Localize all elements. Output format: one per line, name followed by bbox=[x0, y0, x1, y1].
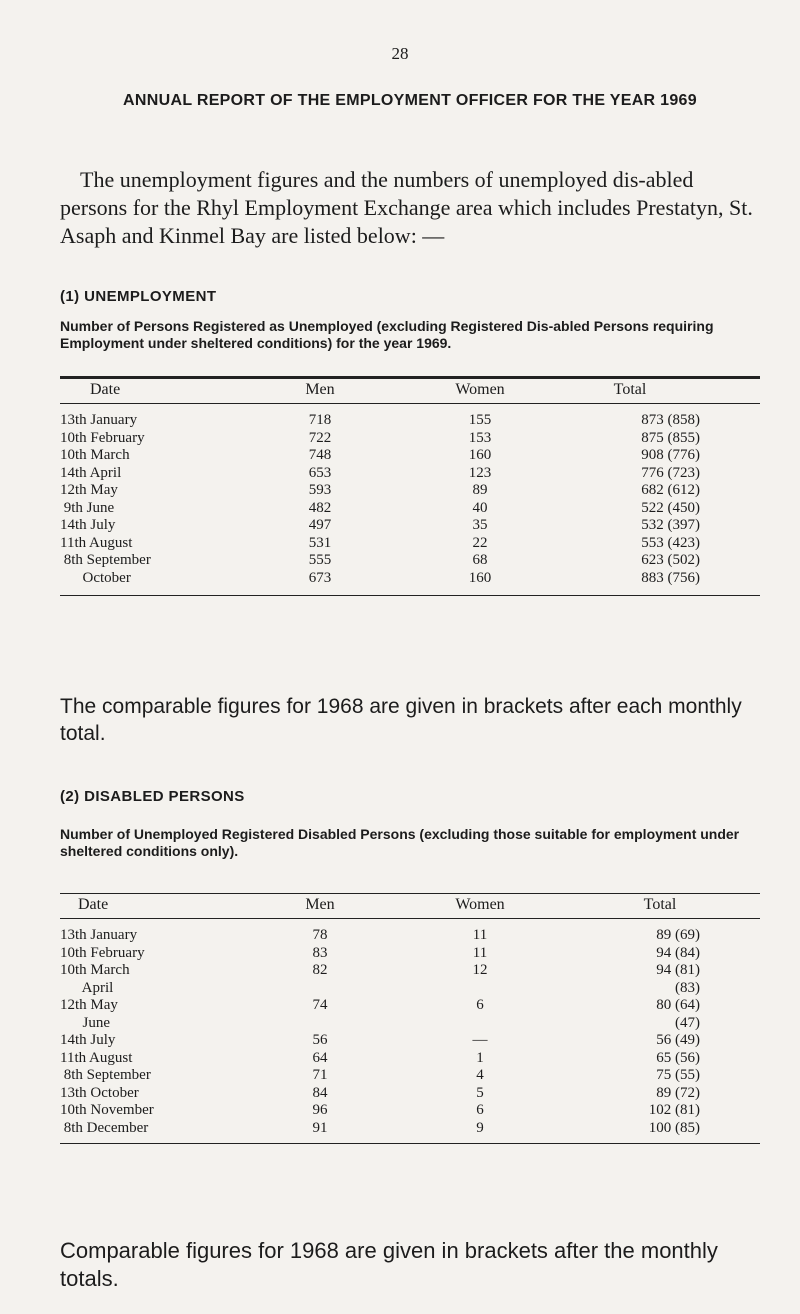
table-row bbox=[60, 1120, 760, 1138]
table-row bbox=[60, 1032, 760, 1050]
cell-women: 12 bbox=[472, 962, 488, 978]
table-row bbox=[60, 1102, 760, 1120]
cell-men: 593 bbox=[308, 482, 332, 498]
unemployment-table-body bbox=[60, 412, 760, 587]
header-date: Date bbox=[78, 896, 109, 913]
cell-women: 11 bbox=[472, 944, 488, 961]
cell-women: 6 bbox=[476, 997, 484, 1013]
cell-total: 873 (858) bbox=[641, 412, 700, 428]
cell-men: 91 bbox=[312, 1119, 328, 1136]
cell-women: — bbox=[472, 1032, 488, 1048]
cell-women: 155 bbox=[468, 412, 492, 428]
cell-date: 12th May bbox=[60, 482, 118, 498]
table-row bbox=[60, 570, 760, 588]
report-title: ANNUAL REPORT OF THE EMPLOYMENT OFFICER FOR THE YEAR 1969 bbox=[123, 92, 697, 109]
cell-date: 13th January bbox=[60, 412, 138, 428]
disabled-persons-table bbox=[60, 893, 760, 1144]
cell-date: 8th December bbox=[60, 1119, 149, 1136]
cell-total: 623 (502) bbox=[641, 552, 700, 568]
cell-total: 553 (423) bbox=[641, 534, 700, 551]
cell-total: 875 (855) bbox=[641, 429, 700, 446]
cell-men: 71 bbox=[312, 1067, 328, 1083]
cell-men: 531 bbox=[308, 534, 332, 551]
table-row bbox=[60, 1085, 760, 1103]
cell-men: 96 bbox=[312, 1102, 328, 1118]
section1-note: The comparable figures for 1968 are given in brackets after each monthly total. bbox=[60, 695, 742, 745]
cell-men: 653 bbox=[308, 464, 332, 481]
cell-total: 89 (69) bbox=[656, 927, 700, 943]
cell-women: 6 bbox=[476, 1102, 484, 1118]
cell-women: 22 bbox=[472, 534, 488, 551]
table-row bbox=[60, 1050, 760, 1068]
cell-women: 160 bbox=[468, 569, 492, 586]
cell-women: 123 bbox=[468, 464, 492, 481]
section1-description: Number of Persons Registered as Unemployed (excluding Registered Dis-abled Persons requiring Employment under sheltered conditions) for the year 1969. bbox=[60, 318, 714, 351]
cell-women: 5 bbox=[476, 1084, 484, 1101]
cell-total: (47) bbox=[675, 1014, 700, 1031]
intro-paragraph: The unemployment figures and the numbers of unemployed dis-abled persons for the Rhyl Employment Exchange area which includes Prestatyn, St. Asaph and Kinmel Bay are listed below: — bbox=[60, 167, 753, 248]
cell-date: October bbox=[60, 569, 131, 586]
cell-men: 56 bbox=[312, 1032, 328, 1048]
cell-total: 883 (756) bbox=[641, 569, 700, 586]
cell-date: June bbox=[60, 1014, 110, 1031]
cell-date: 8th September bbox=[60, 552, 151, 568]
table-row bbox=[60, 980, 760, 998]
cell-total: 56 (49) bbox=[656, 1032, 700, 1048]
header-date: Date bbox=[90, 381, 121, 398]
table-row bbox=[60, 482, 760, 500]
cell-date: 11th August bbox=[60, 534, 133, 551]
cell-men: 718 bbox=[308, 412, 332, 428]
cell-men: 555 bbox=[308, 552, 332, 568]
cell-men: 673 bbox=[308, 569, 332, 586]
cell-total: 908 (776) bbox=[641, 447, 700, 463]
cell-total: 80 (64) bbox=[656, 997, 700, 1013]
cell-date: 11th August bbox=[60, 1049, 133, 1066]
header-total: Total bbox=[613, 381, 647, 398]
cell-total: 89 (72) bbox=[656, 1084, 700, 1101]
unemployment-table bbox=[60, 376, 760, 596]
cell-total: 75 (55) bbox=[656, 1067, 700, 1083]
header-women: Women bbox=[455, 381, 505, 398]
cell-total: 102 (81) bbox=[648, 1102, 700, 1118]
cell-date: 8th September bbox=[60, 1067, 151, 1083]
header-total: Total bbox=[643, 896, 677, 913]
cell-total: 522 (450) bbox=[641, 499, 700, 516]
table-row bbox=[60, 517, 760, 535]
cell-date: 10th February bbox=[60, 944, 145, 961]
table-row bbox=[60, 927, 760, 945]
cell-total: 776 (723) bbox=[641, 464, 700, 481]
section1-heading: (1) UNEMPLOYMENT bbox=[60, 288, 217, 305]
cell-date: 10th March bbox=[60, 447, 130, 463]
cell-date: 14th July bbox=[60, 517, 116, 533]
table-row bbox=[60, 1067, 760, 1085]
table-row bbox=[60, 447, 760, 465]
header-women: Women bbox=[455, 896, 505, 913]
cell-women: 68 bbox=[472, 552, 488, 568]
table-row bbox=[60, 1015, 760, 1033]
cell-date: 14th April bbox=[60, 464, 122, 481]
cell-men: 74 bbox=[312, 997, 328, 1013]
table-header-row bbox=[60, 379, 760, 403]
cell-women: 89 bbox=[472, 482, 488, 498]
cell-women: 1 bbox=[476, 1049, 484, 1066]
cell-total: (83) bbox=[675, 979, 700, 996]
cell-women: 153 bbox=[468, 429, 492, 446]
table-bottom-rule bbox=[60, 1143, 760, 1144]
cell-date: 13th January bbox=[60, 927, 138, 943]
cell-date: April bbox=[60, 979, 114, 996]
cell-date: 10th February bbox=[60, 429, 145, 446]
section2-note: Comparable figures for 1968 are given in brackets after the monthly totals. bbox=[60, 1238, 718, 1291]
table-row bbox=[60, 465, 760, 483]
cell-men: 497 bbox=[308, 517, 332, 533]
cell-women: 11 bbox=[472, 927, 488, 943]
section2-description: Number of Unemployed Registered Disabled Persons (excluding those suitable for employment under sheltered conditions only). bbox=[60, 826, 740, 859]
cell-women: 160 bbox=[468, 447, 492, 463]
cell-men: 83 bbox=[312, 944, 328, 961]
table-row bbox=[60, 500, 760, 518]
cell-total: 100 (85) bbox=[648, 1119, 700, 1136]
table-row bbox=[60, 962, 760, 980]
cell-total: 94 (81) bbox=[656, 962, 700, 978]
cell-total: 94 (84) bbox=[656, 944, 700, 961]
cell-women: 35 bbox=[472, 517, 488, 533]
cell-men: 64 bbox=[312, 1049, 328, 1066]
cell-men: 84 bbox=[312, 1084, 328, 1101]
cell-men: 78 bbox=[312, 927, 328, 943]
header-men: Men bbox=[305, 381, 335, 398]
header-men: Men bbox=[305, 896, 335, 913]
cell-women: 4 bbox=[476, 1067, 484, 1083]
cell-date: 14th July bbox=[60, 1032, 116, 1048]
cell-women: 40 bbox=[472, 499, 488, 516]
table-row bbox=[60, 430, 760, 448]
header-rule bbox=[60, 403, 760, 404]
table-row bbox=[60, 552, 760, 570]
cell-total: 532 (397) bbox=[641, 517, 700, 533]
cell-women: 9 bbox=[476, 1119, 484, 1136]
cell-men: 748 bbox=[308, 447, 332, 463]
cell-date: 10th November bbox=[60, 1102, 154, 1118]
table-header-row bbox=[60, 894, 760, 918]
cell-men: 722 bbox=[308, 429, 332, 446]
cell-total: 65 (56) bbox=[656, 1049, 700, 1066]
cell-men: 82 bbox=[312, 962, 328, 978]
cell-date: 10th March bbox=[60, 962, 130, 978]
cell-date: 12th May bbox=[60, 997, 118, 1013]
table-bottom-rule bbox=[60, 595, 760, 596]
table-row bbox=[60, 412, 760, 430]
cell-date: 13th October bbox=[60, 1084, 139, 1101]
table-row bbox=[60, 997, 760, 1015]
cell-men: 482 bbox=[308, 499, 332, 516]
cell-date: 9th June bbox=[60, 499, 115, 516]
cell-total: 682 (612) bbox=[641, 482, 700, 498]
header-rule bbox=[60, 918, 760, 919]
table-row bbox=[60, 535, 760, 553]
section2-heading: (2) DISABLED PERSONS bbox=[60, 788, 245, 805]
table-row bbox=[60, 945, 760, 963]
disabled-persons-table-body bbox=[60, 927, 760, 1137]
page-number: 28 bbox=[391, 44, 409, 63]
